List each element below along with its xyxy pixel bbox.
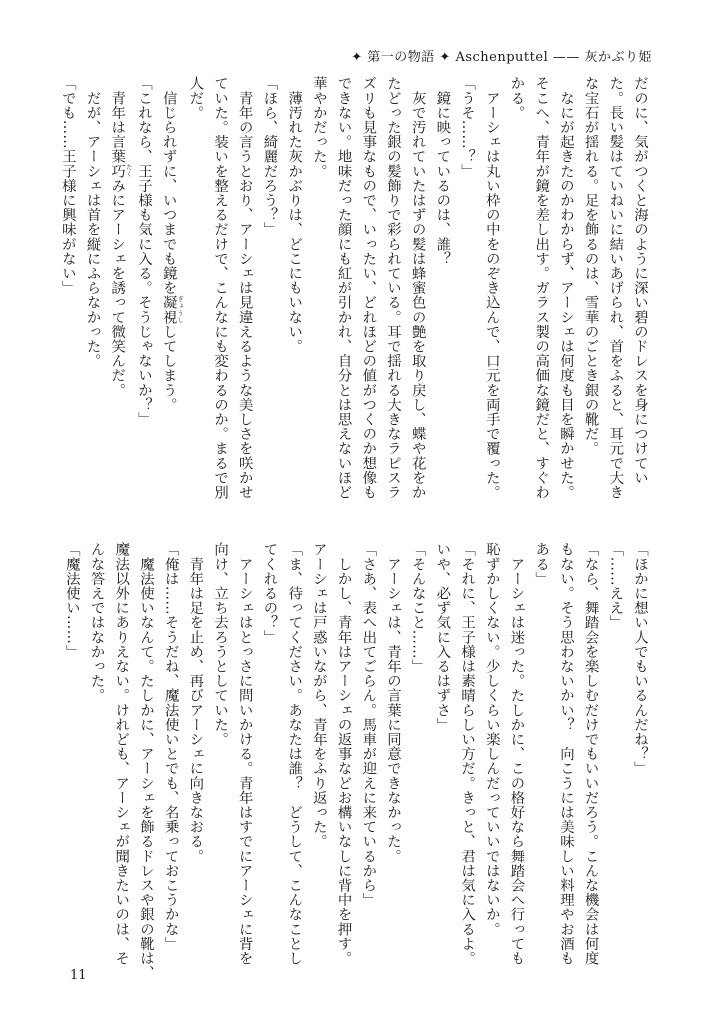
ruby-annotation: 凝視 ぎょうし — [160, 295, 184, 325]
text-line: 「なら、舞踏会を楽しむだけでもいいだろう。こんな機会は何度 — [582, 542, 599, 966]
text-line: しかし、青年はアーシェの返事などお構いなしに背中を押す。 — [335, 542, 352, 966]
text-line: 青年の言うとおり、アーシェは見違えるような美しさを咲かせ — [236, 76, 253, 500]
text-line: 「……ええ」 — [607, 542, 624, 630]
text-line: アーシェは戸惑いながら、青年をふり返った。 — [310, 542, 327, 849]
text-line: 「ほら、綺麗だろう？」 — [261, 76, 278, 237]
text-line: 向け、立ち去ろうとしていた。 — [212, 542, 229, 747]
text-line: 魔法使いなんて。たしかに、アーシェを飾るドレスや銀の靴は、 — [137, 542, 154, 980]
text-line: かる。 — [508, 76, 525, 120]
text-line: ズリも見事なもので、いったい、どれほどの値がつくのか想像も — [360, 76, 377, 500]
text-line: 「ま、待ってください。あなたは誰？ どうして、こんなことし — [286, 542, 303, 966]
text-line: 鏡に映っているのは、誰？ — [434, 76, 451, 266]
text-line: な宝石が揺れる。足を飾るのは、雪華のごとき銀の靴だ。 — [582, 76, 599, 456]
text-line: 「でも……王子様に興味がない」 — [59, 76, 76, 295]
text-line: 魔法以外にありえない。けれども、アーシェが聞きたいのは、そ — [113, 542, 130, 966]
text-line: た。長い髪はていねいに結いあげられ、首をふると、耳元で大き — [607, 76, 624, 500]
text-line: できない。地味だった顔にも紅が引かれ、自分とは思えないほど — [335, 76, 352, 500]
text-line: 華やかだった。 — [310, 76, 327, 179]
text-line: んな答えではなかった。 — [88, 542, 105, 703]
text-line: アーシェは丸い枠の中をのぞき込んで、口元を両手で覆った。 — [483, 76, 500, 500]
text-line: 薄汚れた灰かぶりは、どこにもいない。 — [286, 76, 303, 354]
text-line: いや、必ず気に入るはずさ」 — [434, 542, 451, 732]
text-line: なにが起きたのかわからず、アーシェは何度も目を瞬かせた。 — [557, 76, 574, 500]
running-header: ✦ 第一の物語 ✦ Aschenputtel —— 灰かぶり姫 — [351, 50, 652, 65]
text-line: だのに、気がつくと海のように深い碧のドレスを身につけてい — [632, 76, 648, 485]
text-line: 「俺は……そうだね、魔法使いとでも、名乗っておこうかな」 — [162, 542, 179, 951]
text-line: 信じられずに、いつまでも鏡を凝視 ぎょうししてしまう。 — [160, 76, 184, 412]
text-tier-top — [59, 76, 652, 500]
text-line: アーシェは迷った。たしかに、この格好なら舞踏会へ行っても — [508, 542, 525, 966]
text-line: 「それに、王子様は素晴らしい方だ。きっと、君は気に入るよ。 — [459, 542, 476, 966]
page-number: 11 — [70, 968, 87, 983]
text-line: 人だ。 — [187, 76, 204, 120]
text-line: 「これなら、王子様も気に入る。そうじゃないか？」 — [135, 76, 152, 427]
text-line: 「ほかに想い人でもいるんだね？」 — [632, 542, 648, 776]
text-line: 恥ずかしくない。少しくらい楽しんだっていいではないか。 — [483, 542, 500, 937]
text-line: 「さあ、表へ出てごらん。馬車が迎えに来ているから」 — [360, 542, 377, 907]
text-line: 「そんなこと……」 — [409, 542, 426, 674]
text-line: アーシェはとっさに問いかける。青年はすでにアーシェに背を — [236, 542, 253, 966]
text-line: てくれるの？」 — [261, 542, 278, 645]
text-line: 青年は言葉巧 たくみにアーシェを誘って微笑んだ。 — [109, 76, 132, 398]
text-line: 灰で汚れていたはずの髪は蜂蜜色の艶を取り戻し、蝶や花をか — [409, 76, 426, 500]
text-line: 青年は足を止め、再びアーシェに向きなおる。 — [187, 542, 204, 864]
text-line: たどった銀の髪飾りで彩られている。耳で揺れる大きなラピスラ — [384, 76, 401, 500]
text-line: アーシェは、青年の言葉に同意できなかった。 — [384, 542, 401, 864]
ruby-annotation: 巧 たく — [109, 163, 132, 179]
text-line: もない。そう思わないかい？ 向こうには美味しい料理やお酒も — [557, 542, 574, 966]
text-line: だが、アーシェは首を縦にふらなかった。 — [84, 76, 101, 368]
text-line: ある」 — [533, 542, 550, 586]
text-line: ていた。装いを整えるだけで、こんなにも変わるのか。まるで別 — [212, 76, 229, 500]
text-line: 「うそ……？」 — [459, 76, 476, 179]
text-line: 「魔法使い……」 — [63, 542, 80, 659]
text-line: そこへ、青年が鏡を差し出す。ガラス製の高価な鏡だと、すぐわ — [533, 76, 550, 500]
